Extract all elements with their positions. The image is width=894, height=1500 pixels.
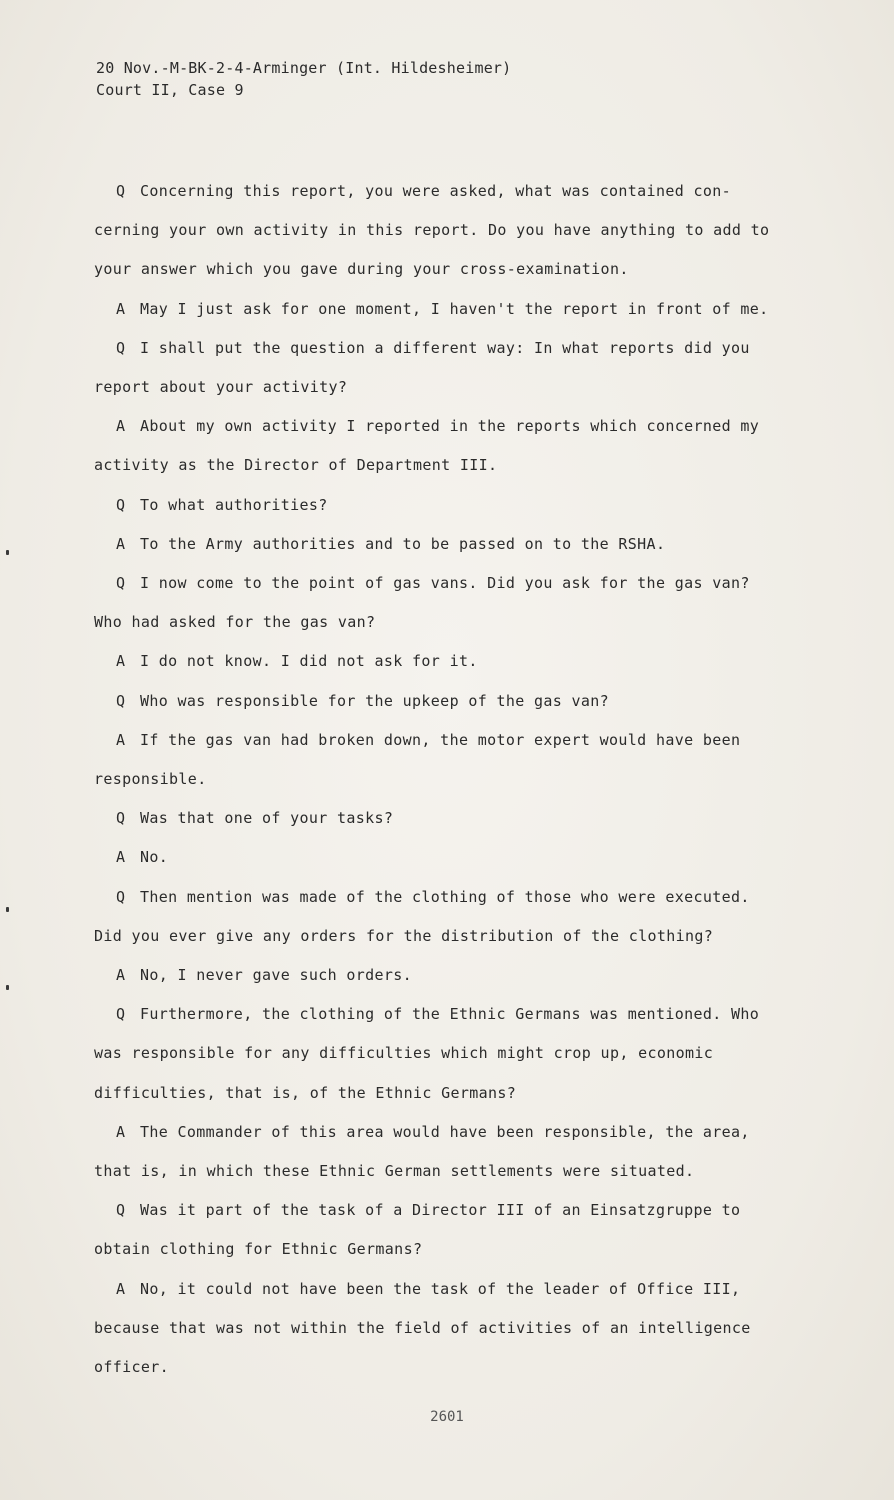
question-paragraph: [94, 1191, 784, 1269]
speaker-label: Q: [116, 338, 126, 357]
paragraph-text: I shall put the question a different way: In what reports did you report about your activity?: [94, 338, 750, 397]
speaker-label: A: [116, 417, 126, 436]
paragraph-text: No, I never gave such orders.: [140, 966, 413, 985]
paragraph-text: The Commander of this area would have been responsible, the area, that is, in which these Ethnic German settlements were situated.: [94, 1122, 750, 1181]
answer-paragraph: [94, 721, 784, 799]
paragraph-text: If the gas van had broken down, the motor expert would have been responsible.: [94, 730, 741, 789]
speaker-label: Q: [116, 574, 126, 593]
paragraph-text: Was that one of your tasks?: [140, 809, 394, 828]
question-paragraph: [94, 329, 784, 407]
margin-mark: [6, 907, 9, 912]
question-paragraph: [94, 172, 784, 290]
answer-paragraph: [94, 407, 784, 485]
margin-mark: [6, 985, 9, 990]
paragraph-text: Then mention was made of the clothing of those who were executed. Did you ever give any orders for the distribution of the clothing?: [94, 887, 750, 945]
speaker-label: Q: [116, 495, 126, 514]
paragraph-text: Who was responsible for the upkeep of the gas van?: [140, 691, 610, 710]
answer-paragraph: [94, 290, 784, 329]
page-number: 2601: [430, 1409, 464, 1425]
speaker-label: Q: [116, 809, 126, 828]
paragraph-text: I now come to the point of gas vans. Did you ask for the gas van? Who had asked for the gas van?: [94, 574, 750, 632]
paragraph-text: About my own activity I reported in the reports which concerned my activity as the Director of Department III.: [94, 417, 760, 475]
paragraph-text: May I just ask for one moment, I haven't the report in front of me.: [140, 299, 769, 318]
paragraph-text: Concerning this report, you were asked, what was contained con-cerning your own activity in this report. Do you have anything to add to your answer which you gave during your cross-examination.: [94, 182, 770, 279]
header-court-line: Court II, Case 9: [96, 81, 244, 99]
paragraph-text: Furthermore, the clothing of the Ethnic Germans was mentioned. Who was responsible for any difficulties which might crop up, economic difficulties, that is, of the Ethnic Germans?: [94, 1005, 760, 1102]
question-paragraph: [94, 995, 784, 1113]
header-session-line: 20 Nov.-M-BK-2-4-Arminger (Int. Hildesheimer): [96, 59, 512, 77]
question-paragraph: [94, 486, 784, 525]
paragraph-text: To the Army authorities and to be passed on to the RSHA.: [140, 534, 666, 553]
speaker-label: A: [116, 966, 126, 985]
speaker-label: A: [116, 730, 126, 749]
speaker-label: Q: [116, 182, 126, 200]
answer-paragraph: [94, 525, 784, 564]
answer-paragraph: [94, 956, 784, 995]
paragraph-text: To what authorities?: [140, 495, 328, 514]
answer-paragraph: [94, 1270, 784, 1388]
speaker-label: A: [116, 1279, 126, 1298]
answer-paragraph: [94, 838, 784, 877]
paragraph-text: Was it part of the task of a Director III of an Einsatzgruppe to obtain clothing for Ethnic Germans?: [94, 1201, 741, 1259]
answer-paragraph: [94, 1113, 784, 1191]
answer-paragraph: [94, 642, 784, 681]
speaker-label: Q: [116, 1201, 126, 1220]
paragraph-text: I do not know. I did not ask for it.: [140, 652, 478, 671]
speaker-label: A: [116, 534, 126, 553]
margin-mark: [6, 550, 9, 555]
speaker-label: Q: [116, 1005, 126, 1024]
speaker-label: A: [116, 848, 126, 867]
speaker-label: A: [116, 1122, 126, 1141]
speaker-label: Q: [116, 691, 126, 710]
document-header: [96, 57, 511, 101]
transcript-body: [94, 172, 784, 1387]
paragraph-text: No, it could not have been the task of the leader of Office III, because that was not within the field of activities of an intelligence officer.: [94, 1279, 751, 1377]
question-paragraph: [94, 564, 784, 642]
paragraph-text: No.: [140, 848, 169, 867]
speaker-label: A: [116, 652, 126, 671]
question-paragraph: [94, 799, 784, 838]
question-paragraph: [94, 878, 784, 956]
speaker-label: Q: [116, 887, 126, 906]
speaker-label: A: [116, 299, 126, 318]
question-paragraph: [94, 682, 784, 721]
